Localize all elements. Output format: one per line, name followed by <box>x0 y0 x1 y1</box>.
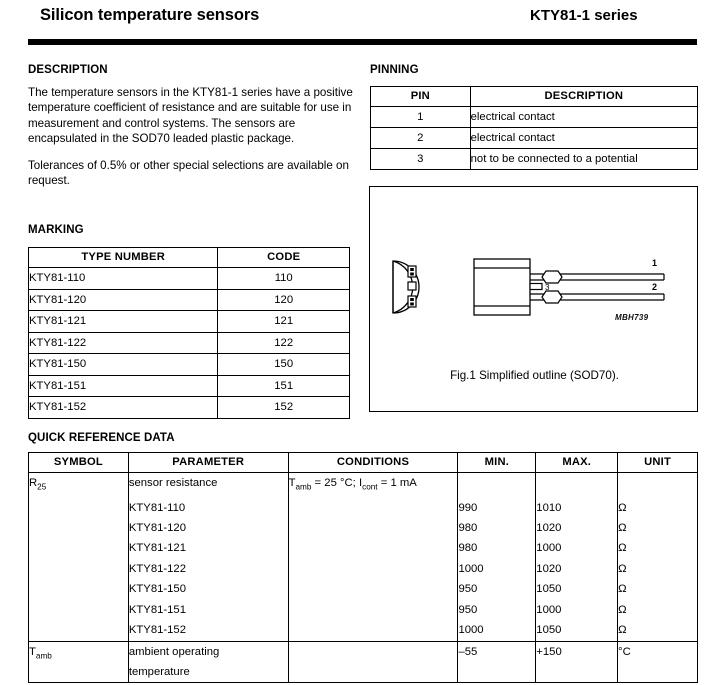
table-row <box>29 600 698 620</box>
conditions-subscript-1: amb <box>295 482 312 492</box>
table-row <box>29 397 350 419</box>
conditions-tail: = 1 mA <box>377 477 417 489</box>
side-view-group <box>474 259 530 315</box>
section-heading-quick-reference-data: QUICK REFERENCE DATA <box>28 432 175 444</box>
cell-parameter: KTY81-152 <box>128 620 288 641</box>
cell-symbol <box>29 518 129 538</box>
cell-min: 980 <box>458 538 536 558</box>
symbol-subscript: 25 <box>37 482 47 492</box>
cell-type-number: KTY81-121 <box>29 311 218 333</box>
cell-parameter: KTY81-121 <box>128 538 288 558</box>
lead-2-kink <box>542 291 562 303</box>
cell-pin-description: electrical contact <box>470 128 697 149</box>
table-row <box>29 518 698 538</box>
header-divider <box>28 39 697 45</box>
cell-conditions <box>288 498 458 518</box>
symbol-subscript: amb <box>35 650 52 660</box>
cell-parameter: KTY81-122 <box>128 559 288 579</box>
cell-code: 152 <box>218 397 350 419</box>
table-row <box>29 473 698 498</box>
description-body <box>28 85 353 199</box>
table-row <box>371 107 698 128</box>
cell-max: 1000 <box>536 538 618 558</box>
cell-type-number: KTY81-151 <box>29 375 218 397</box>
cell-max <box>536 473 618 498</box>
cell-conditions <box>288 538 458 558</box>
quick-reference-data-table <box>28 452 698 683</box>
sod70-outline-drawing <box>370 187 699 367</box>
column-header-parameter: PARAMETER <box>128 453 288 473</box>
pin-3-stub <box>530 284 542 290</box>
table-row <box>29 354 350 376</box>
cell-min: –55 <box>458 641 536 682</box>
cell-conditions <box>288 579 458 599</box>
column-header-conditions: CONDITIONS <box>288 453 458 473</box>
table-row <box>29 559 698 579</box>
cell-unit: Ω <box>618 559 698 579</box>
cell-conditions <box>288 641 458 682</box>
cell-symbol <box>29 498 129 518</box>
cell-symbol <box>29 620 129 641</box>
cell-min: 1000 <box>458 559 536 579</box>
cell-symbol <box>29 579 129 599</box>
cell-parameter: KTY81-120 <box>128 518 288 538</box>
cell-max: 1020 <box>536 559 618 579</box>
cell-unit: Ω <box>618 620 698 641</box>
column-header-pin: PIN <box>371 87 471 107</box>
table-header-row <box>29 453 698 473</box>
marking-table <box>28 247 350 419</box>
cell-unit: Ω <box>618 579 698 599</box>
table-row <box>29 311 350 333</box>
cell-max: 1000 <box>536 600 618 620</box>
cell-parameter: sensor resistance <box>128 473 288 498</box>
cell-max: 1050 <box>536 579 618 599</box>
cell-conditions <box>288 473 458 498</box>
table-row <box>29 375 350 397</box>
cell-code: 122 <box>218 332 350 354</box>
table-row <box>29 620 698 641</box>
section-heading-pinning: PINNING <box>370 64 419 76</box>
cell-conditions <box>288 620 458 641</box>
cell-max: 1050 <box>536 620 618 641</box>
cell-pin: 3 <box>371 149 471 170</box>
lead-1-label: 1 <box>652 258 658 268</box>
cell-code: 110 <box>218 268 350 290</box>
cell-code: 120 <box>218 289 350 311</box>
cell-unit: Ω <box>618 600 698 620</box>
table-row <box>29 579 698 599</box>
cell-parameter: KTY81-150 <box>128 579 288 599</box>
cell-type-number: KTY81-110 <box>29 268 218 290</box>
cell-unit <box>618 473 698 498</box>
cell-symbol <box>29 538 129 558</box>
cell-symbol-r25 <box>29 473 129 498</box>
cell-type-number: KTY81-150 <box>29 354 218 376</box>
parameter-line-2: temperature <box>128 665 190 678</box>
cell-pin: 2 <box>371 128 471 149</box>
cell-conditions <box>288 600 458 620</box>
cell-code: 121 <box>218 311 350 333</box>
cell-unit: °C <box>618 641 698 682</box>
cell-type-number: KTY81-120 <box>29 289 218 311</box>
cell-unit: Ω <box>618 538 698 558</box>
column-header-min: MIN. <box>458 453 536 473</box>
cell-unit: Ω <box>618 498 698 518</box>
table-row <box>29 498 698 518</box>
cell-type-number: KTY81-122 <box>29 332 218 354</box>
cell-parameter: KTY81-151 <box>128 600 288 620</box>
cell-max: 1010 <box>536 498 618 518</box>
table-row <box>29 268 350 290</box>
table-row <box>371 149 698 170</box>
table-row <box>29 538 698 558</box>
pin-3-label: 3 <box>545 283 550 292</box>
cell-pin: 1 <box>371 107 471 128</box>
cell-code: 151 <box>218 375 350 397</box>
conditions-symbol: T <box>288 477 296 489</box>
symbol-base: R <box>29 477 38 489</box>
cell-symbol-tamb <box>29 641 129 682</box>
cell-min: 990 <box>458 498 536 518</box>
cell-type-number: KTY81-152 <box>29 397 218 419</box>
series-title: KTY81-1 series <box>530 7 638 24</box>
cell-pin-description: not to be connected to a potential <box>470 149 697 170</box>
cell-parameter <box>128 641 288 682</box>
cell-code: 150 <box>218 354 350 376</box>
cell-min: 950 <box>458 600 536 620</box>
symbol-base: T <box>29 645 36 658</box>
drawing-code-label: MBH739 <box>615 313 649 322</box>
lead-2-group <box>530 291 664 303</box>
page-title: Silicon temperature sensors <box>40 6 260 24</box>
page-header <box>0 0 711 46</box>
table-row <box>371 128 698 149</box>
table-row <box>29 641 698 682</box>
column-header-description: DESCRIPTION <box>470 87 697 107</box>
pinning-table <box>370 86 698 170</box>
lead-2-label: 2 <box>652 282 658 292</box>
cell-symbol <box>29 600 129 620</box>
cell-parameter: KTY81-110 <box>128 498 288 518</box>
table-header-row <box>371 87 698 107</box>
column-header-code: CODE <box>218 248 350 268</box>
column-header-type-number: TYPE NUMBER <box>29 248 218 268</box>
cell-min <box>458 473 536 498</box>
conditions-subscript-2: cont <box>362 482 378 492</box>
table-row <box>29 289 350 311</box>
lead-1-group <box>530 271 664 283</box>
column-header-symbol: SYMBOL <box>29 453 129 473</box>
cell-symbol <box>29 559 129 579</box>
figure-caption: Fig.1 Simplified outline (SOD70). <box>450 369 619 382</box>
cell-min: 950 <box>458 579 536 599</box>
cell-pin-description: electrical contact <box>470 107 697 128</box>
parameter-line-1: ambient operating <box>128 645 220 658</box>
section-heading-description: DESCRIPTION <box>28 64 108 76</box>
table-header-row <box>29 248 350 268</box>
cell-max: 1020 <box>536 518 618 538</box>
cell-min: 980 <box>458 518 536 538</box>
table-row <box>29 332 350 354</box>
cell-conditions <box>288 559 458 579</box>
column-header-max: MAX. <box>536 453 618 473</box>
cell-min: 1000 <box>458 620 536 641</box>
description-paragraph-1: The temperature sensors in the KTY81-1 series have a positive temperature coefficient of resistance and are suitable for use in measurement and control systems. The sensors are encapsulated in the SOD70 leaded plastic package. <box>28 86 353 146</box>
conditions-middle: = 25 °C; I <box>311 477 363 489</box>
pad-3 <box>408 282 416 290</box>
description-paragraph-2: Tolerances of 0.5% or other special selections are available on request. <box>28 158 349 188</box>
cell-conditions <box>288 518 458 538</box>
section-heading-marking: MARKING <box>28 224 84 236</box>
column-header-unit: UNIT <box>618 453 698 473</box>
cell-unit: Ω <box>618 518 698 538</box>
figure-panel <box>369 186 698 412</box>
lead-1-kink <box>542 271 562 283</box>
cell-max: +150 <box>536 641 618 682</box>
